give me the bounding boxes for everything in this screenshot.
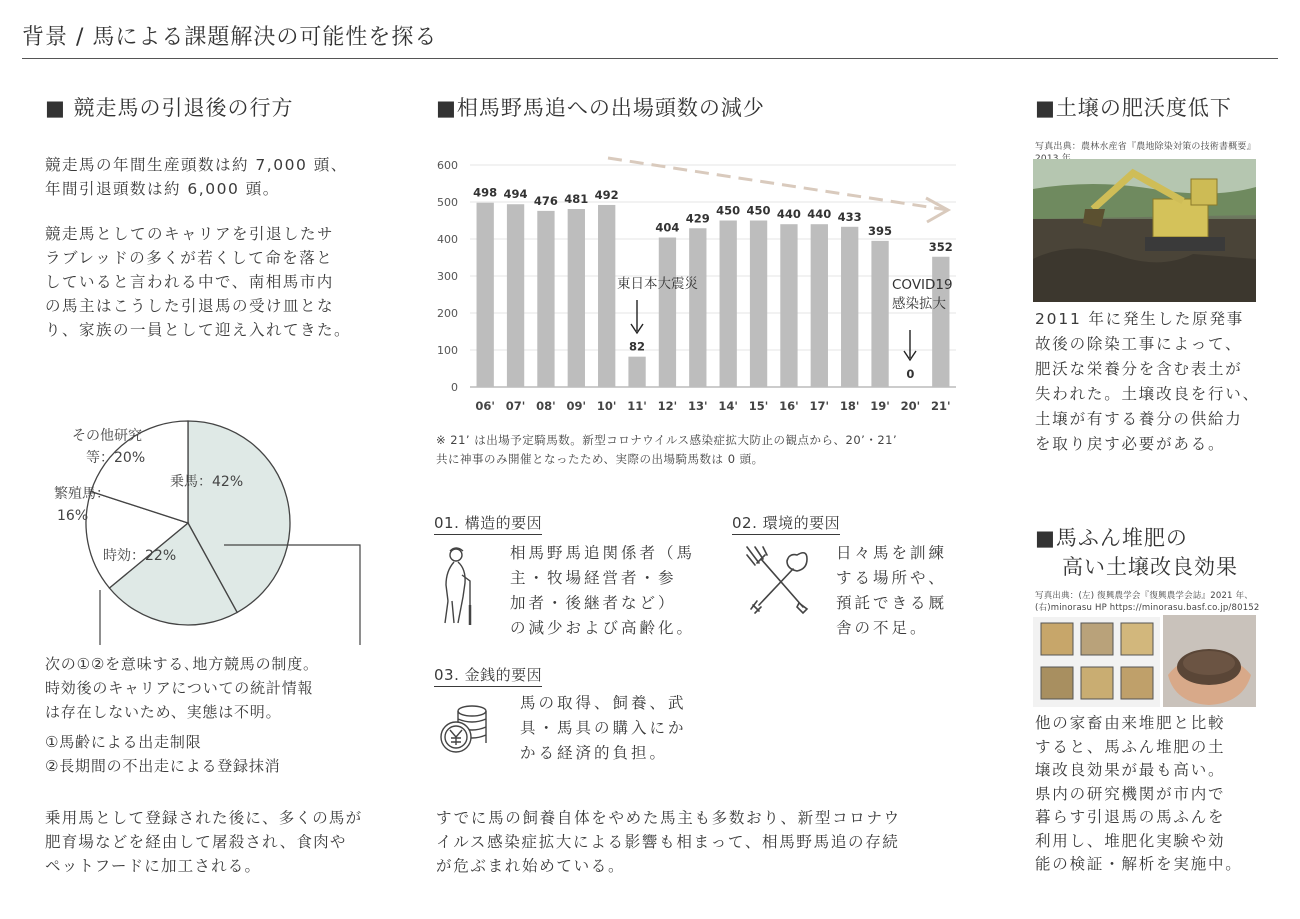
- bar-value-label: 498: [473, 185, 498, 200]
- x-tick-label: 16': [779, 399, 799, 413]
- bar-14: [720, 221, 737, 388]
- closing-paragraph-center: すでに馬の飼養自体をやめた馬主も多数おり、新型コロナウ イルス感染症拡大による影響も相まって、相馬野馬追の存続 が危ぶまれ始めている。: [436, 809, 901, 875]
- closing-paragraph: 乗用馬として登録された後に、多くの馬が 肥育場などを経由して屠殺され、食肉や ペットフードに加工される。: [45, 809, 363, 875]
- left-column-text: [45, 153, 385, 363]
- bar-08: [537, 211, 554, 387]
- factor-financial-text: 馬の取得、飼養、武 具・馬具の購入にか かる経済的負担。: [520, 694, 687, 762]
- bar-value-label: 82: [629, 339, 646, 354]
- bar-11: [628, 357, 645, 387]
- bar-10: [598, 205, 615, 387]
- retirement-paragraph: 競走馬としてのキャリアを引退したサ ラブレッドの多くが若くして命を落と していると言われる中で、南相馬市内 の馬主はこうした引退馬の受け皿とな り、家族の一員として迎え入れてきた。: [45, 225, 352, 339]
- participants-bar-chart: [430, 150, 970, 420]
- section-heading-compost-2: 高い土壌改良効果: [1062, 555, 1238, 579]
- bar-value-label: 450: [716, 203, 741, 218]
- y-tick-label: 500: [437, 196, 458, 209]
- elderly-person-icon: [436, 545, 486, 627]
- x-tick-label: 07': [505, 399, 526, 413]
- x-tick-label: 08': [536, 399, 556, 413]
- x-tick-label: 17': [809, 399, 830, 413]
- yen-coins-icon: [436, 703, 492, 759]
- compost-text: 他の家畜由来堆肥と比較 すると、馬ふん堆肥の土 壌改良効果が最も高い。 県内の研究機関が市内で 暮らす引退馬の馬ふんを 利用し、堆肥化実験や効 能の検証・解析を実施中。: [1035, 714, 1243, 873]
- pie-label-riding: 乗馬：42%: [170, 474, 244, 490]
- pie-label-breeding: 繁殖馬：: [54, 486, 110, 502]
- y-tick-label: 400: [437, 233, 458, 246]
- y-tick-label: 600: [437, 159, 458, 172]
- x-tick-label: 15': [748, 399, 769, 413]
- compost-samples-illustration: [1033, 617, 1160, 707]
- x-tick-label: 21': [931, 399, 951, 413]
- x-tick-label: 19': [870, 399, 890, 413]
- y-tick-label: 300: [437, 270, 458, 283]
- bar-value-label: 492: [594, 187, 619, 202]
- section-heading-decline: ■相馬野馬追への出場頭数の減少: [436, 96, 765, 120]
- bar-07: [507, 204, 524, 387]
- x-tick-label: 18': [839, 399, 860, 413]
- y-tick-label: 200: [437, 307, 458, 320]
- bar-value-label: 494: [503, 187, 528, 202]
- bar-value-label: 433: [837, 209, 862, 224]
- photo-credit-compost: 写真出典：(左) 復興農学会『復興農学会誌』2021 年、: [1035, 591, 1253, 601]
- bar-value-label: 476: [533, 193, 558, 208]
- pie-connector-lines: [90, 540, 370, 650]
- factor-financial-heading: 03. 金銭的要因: [434, 664, 542, 687]
- intro-text: 競走馬の年間生産頭数は約 7,000 頭、 年間引退頭数は約 6,000 頭。: [45, 156, 348, 198]
- x-tick-label: 09': [566, 399, 587, 413]
- bar-13: [689, 228, 706, 387]
- x-tick-label: 20': [900, 399, 921, 413]
- y-tick-label: 0: [451, 381, 458, 394]
- shovel-and-fork-icon: [745, 545, 811, 617]
- annotation-covid-2: 感染拡大: [892, 296, 946, 312]
- annotation-covid: COVID19: [892, 277, 953, 293]
- bar-value-label: 429: [685, 211, 710, 226]
- x-tick-label: 06': [475, 399, 495, 413]
- chart-footnote: ※ 21’ は出場予定騎馬数。新型コロナウイルス感染症拡大防止の観点から、20’・21’ 共に神事のみ開催となったため、実際の出場騎馬数は 0 頭。: [436, 433, 898, 466]
- bar-value-label: 440: [807, 207, 832, 222]
- bar-15: [750, 221, 767, 388]
- bar-19: [871, 241, 888, 387]
- bar-value-label: 440: [776, 207, 801, 222]
- excavator-photo: [1033, 159, 1256, 302]
- section-heading-retirement: ■ 競走馬の引退後の行方: [45, 96, 294, 120]
- x-tick-label: 12': [657, 399, 678, 413]
- hands-soil-photo: [1163, 615, 1256, 707]
- title-divider: [22, 58, 1278, 59]
- bar-18: [841, 227, 858, 387]
- x-tick-label: 10': [596, 399, 617, 413]
- bar-06: [477, 203, 494, 387]
- list-item: ①馬齢による出走制限: [45, 733, 202, 751]
- section-heading-compost: ■馬ふん堆肥の: [1035, 526, 1188, 550]
- factor-environmental-heading: 02. 環境的要因: [732, 512, 840, 535]
- bar-17: [811, 224, 828, 387]
- closing-text-center: [436, 806, 976, 878]
- pie-label-other-pct: 等：20%: [86, 450, 146, 466]
- x-tick-label: 13': [688, 399, 708, 413]
- bar-09: [568, 209, 585, 387]
- statute-note: [45, 652, 375, 778]
- pie-label-breeding-pct: 16%: [57, 508, 89, 524]
- pie-label-other: その他研究: [72, 428, 142, 444]
- excavator-illustration: [1033, 159, 1256, 302]
- closing-text-left: [45, 806, 385, 878]
- statute-note-line: 次の①②を意味する､地方競馬の制度｡: [45, 655, 312, 673]
- bar-value-label: 450: [746, 203, 771, 218]
- soil-text: 2011 年に発生した原発事 故後の除染工事によって、 肥沃な栄養分を含む表土が 失われた。土壌改良を行い、 土壌が有する養分の供給力 を取り戻す必要がある。: [1035, 310, 1260, 453]
- bar-16: [780, 224, 797, 387]
- bar-value-label: 395: [868, 223, 893, 238]
- bar-value-label: 352: [928, 239, 953, 254]
- photo-credit-compost-2: (右)minorasu HP https://minorasu.basf.co.jp/80152: [1035, 603, 1260, 613]
- x-tick-label: 14': [718, 399, 738, 413]
- bar-value-label: 481: [564, 192, 589, 207]
- y-tick-label: 100: [437, 344, 458, 357]
- bar-value-label: 0: [906, 367, 915, 381]
- page-title: 背景 / 馬による課題解決の可能性を探る: [22, 25, 438, 50]
- statute-note-line: は存在しないため、実態は不明。: [45, 703, 282, 721]
- hands-soil-illustration: [1163, 615, 1256, 707]
- section-heading-soil: ■土壌の肥沃度低下: [1035, 96, 1232, 120]
- annotation-earthquake: 東日本大震災: [617, 276, 698, 292]
- factor-environmental-text: 日々馬を訓練 する場所や、 預託できる厩 舎の不足。: [836, 544, 948, 637]
- photo-credit-soil: 写真出典：農林水産省『農地除染対策の技術書概要』: [1035, 142, 1256, 152]
- statute-note-line: 時効後のキャリアについての統計情報: [45, 679, 314, 697]
- factor-structural-text: 相馬野馬追関係者（馬 主・牧場経営者・参 加者・後継者など） の減少および高齢化。: [510, 544, 696, 637]
- bar-12: [659, 238, 676, 387]
- compost-samples-photo: [1033, 617, 1160, 707]
- pie-label-time-limit: 時効：22%: [103, 548, 177, 564]
- bar-value-label: 404: [655, 220, 680, 235]
- factor-structural-heading: 01. 構造的要因: [434, 512, 542, 535]
- x-tick-label: 11': [627, 399, 647, 413]
- list-item: ②長期間の不出走による登録抹消: [45, 757, 281, 775]
